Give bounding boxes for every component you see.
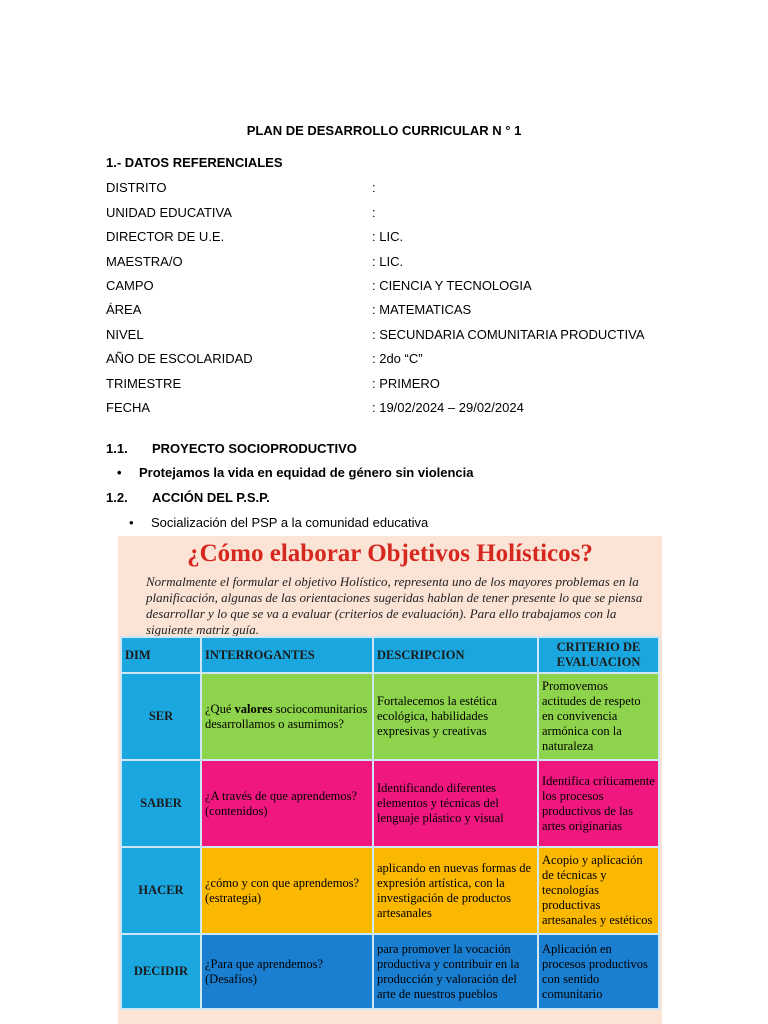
document-title: PLAN DE DESARROLLO CURRICULAR N ° 1 <box>246 123 522 138</box>
ref-label: DIRECTOR DE U.E. <box>106 229 225 244</box>
ref-value: : 2do “C” <box>372 351 423 366</box>
question-cell: ¿cómo y con que aprendemos? (estrategia) <box>201 847 373 934</box>
table-header-row <box>121 637 659 673</box>
criterion-cell: Identifica críticamente los procesos productivos de las artes originarias <box>538 760 659 847</box>
ref-label: UNIDAD EDUCATIVA <box>106 205 232 220</box>
table-row <box>121 847 659 934</box>
ref-value: : <box>372 205 376 220</box>
ref-value: : LIC. <box>372 229 404 244</box>
bullet-dot-icon: • <box>117 465 122 480</box>
ref-label: MAESTRA/O <box>106 254 183 269</box>
header-criterion: CRITERIO DE EVALUACION <box>538 637 659 673</box>
criterion-cell: Promovemos actitudes de respeto en convivencia armónica con la naturaleza <box>538 673 659 760</box>
action-bullet <box>129 515 428 530</box>
bullet-dot-icon: • <box>129 515 134 530</box>
ref-row-director <box>106 229 726 249</box>
ref-value: : <box>372 180 376 195</box>
ref-value: : 19/02/2024 – 29/02/2024 <box>372 400 524 415</box>
dim-cell: DECIDIR <box>121 934 201 1009</box>
dim-cell: HACER <box>121 847 201 934</box>
ref-row-unidad-educativa <box>106 205 726 225</box>
project-heading <box>106 441 357 456</box>
ref-row-anio-escolaridad <box>106 351 726 371</box>
criterion-cell: Acopio y aplicación de técnicas y tecnologías productivas artesanales y estéticos <box>538 847 659 934</box>
header-dim: DIM <box>121 637 201 673</box>
header-questions: INTERROGANTES <box>201 637 373 673</box>
dim-cell: SER <box>121 673 201 760</box>
ref-value: : CIENCIA Y TECNOLOGIA <box>372 278 532 293</box>
project-bullet-text: Protejamos la vida en equidad de género sin violencia <box>139 465 474 480</box>
project-bullet <box>117 465 474 480</box>
section-heading-referential-data: 1.- DATOS REFERENCIALES <box>106 155 283 170</box>
header-description: DESCRIPCION <box>373 637 538 673</box>
project-number: 1.1. <box>106 441 128 456</box>
ref-label: ÁREA <box>106 302 142 317</box>
ref-label: TRIMESTRE <box>106 376 182 391</box>
table-row <box>121 673 659 760</box>
ref-value: : LIC. <box>372 254 404 269</box>
ref-label: DISTRITO <box>106 180 167 195</box>
ref-label: NIVEL <box>106 327 144 342</box>
ref-value: : PRIMERO <box>372 376 440 391</box>
question-rest: sociocomunitarios desarrollamos o asumimos? <box>205 701 368 731</box>
action-number: 1.2. <box>106 490 128 505</box>
question-cell <box>201 673 373 760</box>
ref-row-campo <box>106 278 726 298</box>
guide-matrix-table <box>120 636 660 1010</box>
dim-cell: SABER <box>121 760 201 847</box>
description-cell: Identificando diferentes elementos y técnicas del lenguaje plástico y visual <box>373 760 538 847</box>
ref-value: : MATEMATICAS <box>372 302 472 317</box>
project-heading-text: PROYECTO SOCIOPRODUCTIVO <box>152 441 357 456</box>
description-cell: Fortalecemos la estética ecológica, habilidades expresivas y creativas <box>373 673 538 760</box>
description-cell: aplicando en nuevas formas de expresión artística, con la investigación de productos artesanales <box>373 847 538 934</box>
figure-title: ¿Cómo elaborar Objetivos Holísticos? <box>187 540 593 567</box>
criterion-cell: Aplicación en procesos productivos con sentido comunitario <box>538 934 659 1009</box>
question-cell: ¿Para que aprendemos? (Desafíos) <box>201 934 373 1009</box>
action-heading <box>106 490 270 505</box>
ref-row-nivel <box>106 327 726 347</box>
holistic-objectives-figure <box>118 536 662 1024</box>
ref-label: AÑO DE ESCOLARIDAD <box>106 351 253 366</box>
action-heading-text: ACCIÓN DEL P.S.P. <box>152 490 270 505</box>
ref-value: : SECUNDARIA COMUNITARIA PRODUCTIVA <box>372 327 645 342</box>
question-bold: valores <box>234 701 273 716</box>
ref-row-trimestre <box>106 376 726 396</box>
question-cell: ¿A través de que aprendemos? (contenidos) <box>201 760 373 847</box>
ref-label: FECHA <box>106 400 151 415</box>
question-prefix: ¿Qué <box>205 701 235 716</box>
ref-label: CAMPO <box>106 278 154 293</box>
table-row <box>121 760 659 847</box>
figure-intro: Normalmente el formular el objetivo Holístico, representa uno de los mayores problemas en la planificación, algunas de las orientaciones sugeridas hablan de tener presente lo que se piensa desarrollar y lo que se va a evaluar (criterios de evaluación). Para ello trabajamos con la siguiente matriz guía. <box>146 574 643 637</box>
ref-row-distrito <box>106 180 726 200</box>
ref-row-area <box>106 302 726 322</box>
ref-row-fecha <box>106 400 726 420</box>
table-row <box>121 934 659 1009</box>
action-bullet-text: Socialización del PSP a la comunidad educativa <box>151 515 429 530</box>
description-cell: para promover la vocación productiva y contribuir en la producción y valoración del arte de nuestros pueblos <box>373 934 538 1009</box>
ref-row-maestro <box>106 254 726 274</box>
